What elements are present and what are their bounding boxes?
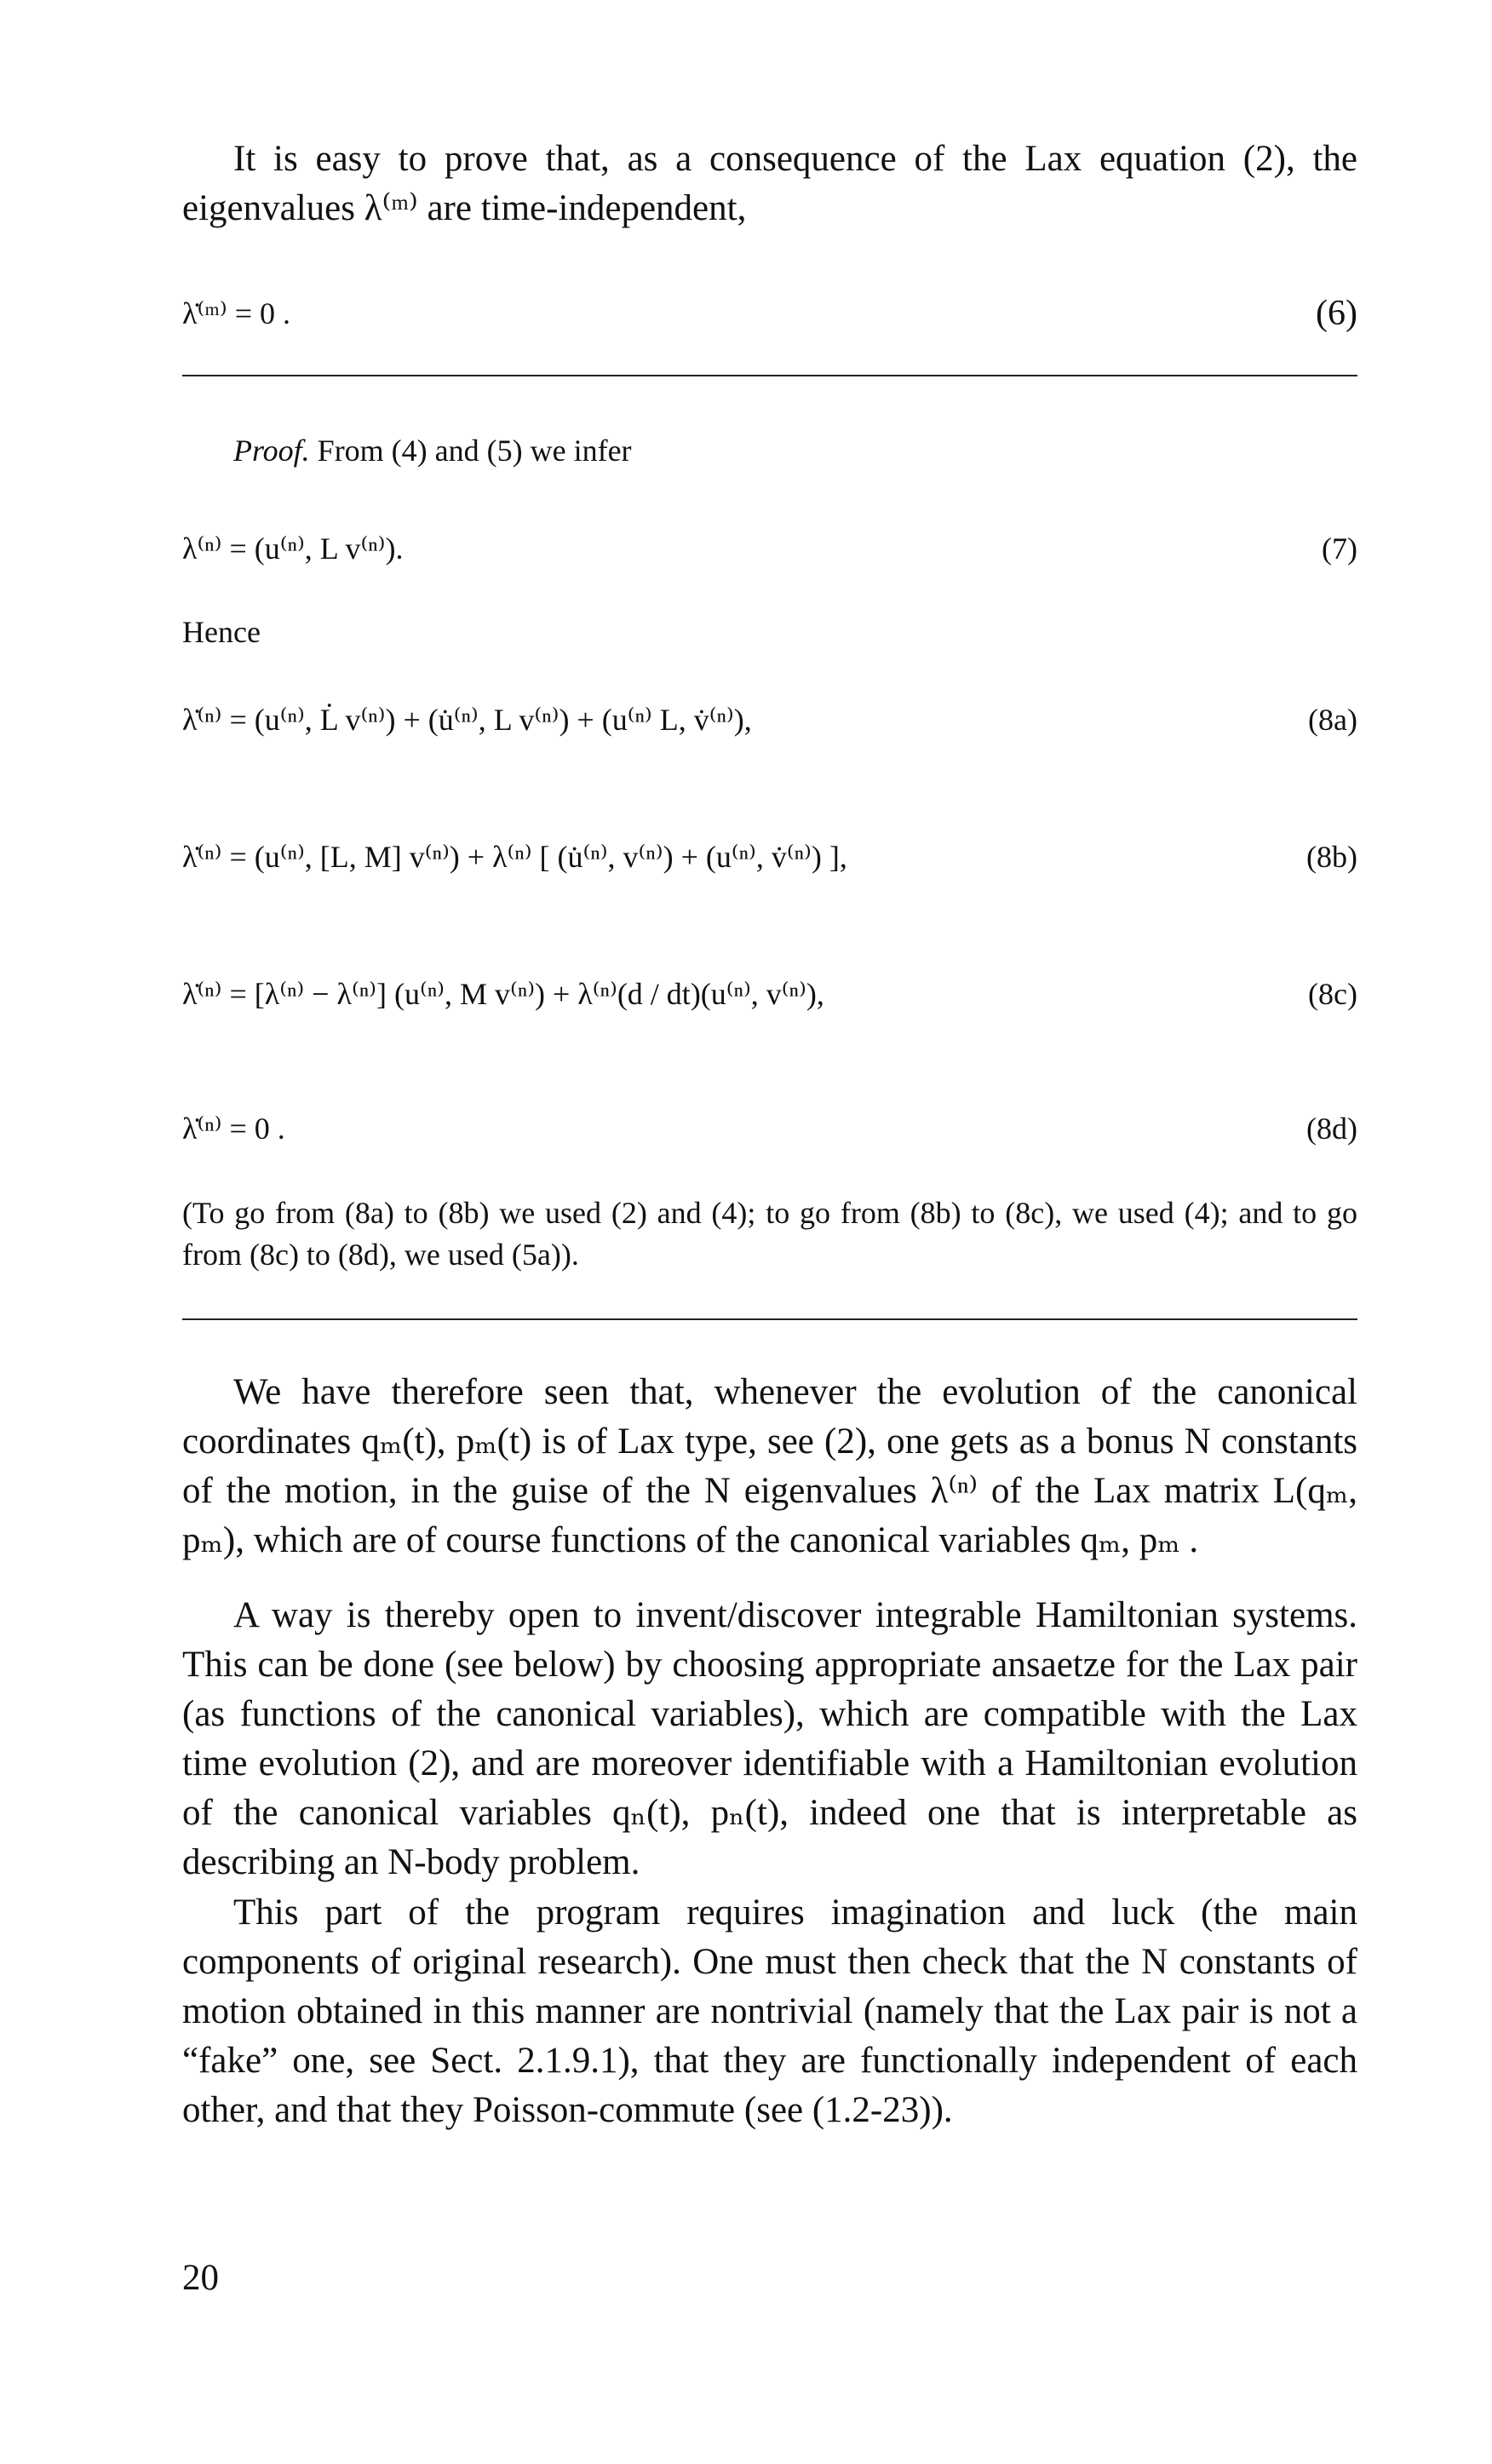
page-number: 20 bbox=[182, 2258, 219, 2298]
proof-note: (To go from (8a) to (8b) we used (2) and (4); to go from (8b) to (8c), we used (4); and to go from (8c) to (8d), we used (5a)). bbox=[182, 1196, 1357, 1272]
equation-7 bbox=[182, 523, 1357, 574]
equation-8d-formula: λ̇⁽ⁿ⁾ = 0 . bbox=[182, 1111, 285, 1146]
equation-7-formula: λ⁽ⁿ⁾ = (u⁽ⁿ⁾, L v⁽ⁿ⁾). bbox=[182, 531, 404, 566]
equation-8d-number: (8d) bbox=[1306, 1111, 1357, 1146]
proof-top-rule bbox=[182, 375, 1357, 376]
equation-8b-number: (8b) bbox=[1306, 840, 1357, 874]
proof-intro bbox=[233, 430, 1357, 472]
equation-8b-formula: λ̇⁽ⁿ⁾ = (u⁽ⁿ⁾, [L, M] v⁽ⁿ⁾) + λ⁽ⁿ⁾ [ (u̇⁽ⁿ⁾, v⁽ⁿ⁾) + (u⁽ⁿ⁾, v̇⁽ⁿ⁾) ], bbox=[182, 840, 847, 874]
paragraph-integrable-systems: A way is thereby open to invent/discover integrable Hamiltonian systems. This can be done (see below) by choosing appropriate ansaetze for the Lax pair (as functions of the canonical variables), which are compatible with the Lax time evolution (2), and are moreover identifiable with a Hamiltonian evolution of the canonical variables qₙ(t), pₙ(t), indeed one that is interpretable as describing an N-body problem. bbox=[182, 1595, 1357, 1882]
equation-8a bbox=[182, 694, 1357, 745]
equation-8d bbox=[182, 1103, 1357, 1154]
equation-8b bbox=[182, 831, 1357, 882]
equation-8c-number: (8c) bbox=[1308, 977, 1357, 1011]
equation-8c bbox=[182, 968, 1357, 1019]
proof-bottom-rule bbox=[182, 1318, 1357, 1320]
equation-8a-number: (8a) bbox=[1308, 703, 1357, 737]
paragraph-intro: It is easy to prove that, as a consequence of the Lax equation (2), the eigenvalues λ⁽ᵐ⁾ are time-independent, bbox=[182, 139, 1357, 228]
equation-6-formula: λ̇⁽ᵐ⁾ = 0 . bbox=[182, 296, 291, 330]
proof-intro-text: From (4) and (5) we infer bbox=[309, 434, 632, 468]
equation-6 bbox=[182, 288, 1357, 339]
hence-text: Hence bbox=[182, 615, 261, 649]
equation-6-number: (6) bbox=[1316, 294, 1357, 333]
paragraph-program-requirements: This part of the program requires imagination and luck (the main components of original research). One must then check that the N constants of motion obtained in this manner are nontrivial (namely that the Lax pair is not a “fake” one, see Sect. 2.1.9.1), that they are functionally independent of each other, and that they Poisson-commute (see (1.2-23)). bbox=[182, 1893, 1357, 2130]
proof-label: Proof. bbox=[233, 434, 310, 468]
paragraph-bonus-constants: We have therefore seen that, whenever the evolution of the canonical coordinates qₘ(t), pₘ(t) is of Lax type, see (2), one gets as a bonus N constants of the motion, in the guise of the N eigenvalues λ⁽ⁿ⁾ of the Lax matrix L(qₘ, pₘ), which are of course functions of the canonical variables qₘ, pₘ . bbox=[182, 1372, 1357, 1560]
equation-8c-formula: λ̇⁽ⁿ⁾ = [λ⁽ⁿ⁾ − λ⁽ⁿ⁾] (u⁽ⁿ⁾, M v⁽ⁿ⁾) + λ⁽ⁿ⁾(d / dt)(u⁽ⁿ⁾, v⁽ⁿ⁾), bbox=[182, 977, 824, 1011]
equation-8a-formula: λ̇⁽ⁿ⁾ = (u⁽ⁿ⁾, L̇ v⁽ⁿ⁾) + (u̇⁽ⁿ⁾, L v⁽ⁿ⁾) + (u⁽ⁿ⁾ L, v̇⁽ⁿ⁾), bbox=[182, 703, 752, 737]
equation-7-number: (7) bbox=[1322, 531, 1357, 566]
